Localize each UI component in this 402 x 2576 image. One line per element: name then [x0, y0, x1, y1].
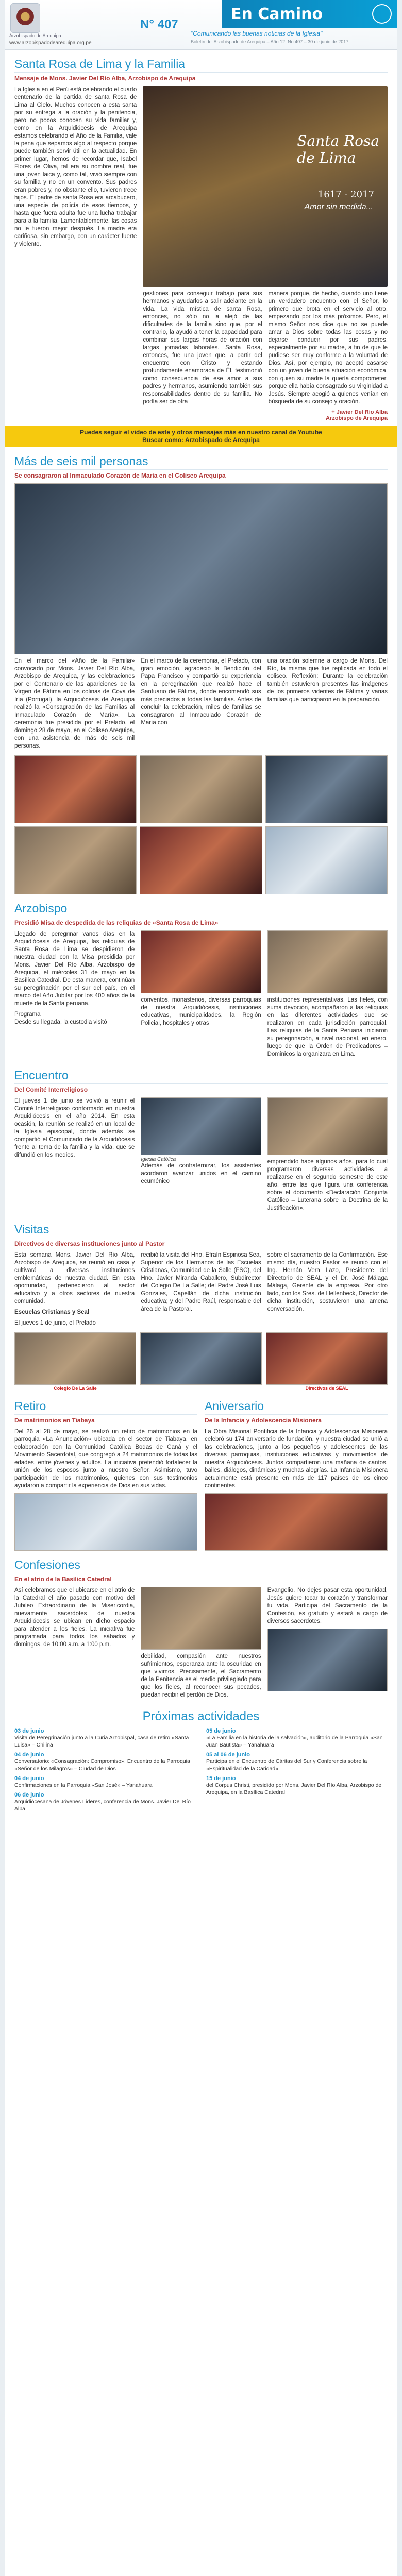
activity-date: 04 de junio — [14, 1752, 44, 1758]
activity-date: 05 de junio — [206, 1728, 236, 1734]
section-retiro-aniversario — [5, 1392, 397, 1551]
section-title: Aniversario — [205, 1399, 388, 1415]
aniversario-body: La Obra Misional Pontificia de la Infancia y Adolescencia Misionera celebró su 174 aniversario de fundación, y nuestra ciudad se unió a las celebraciones, junto a los pequeños y adolescentes de las diversas parroquias, instituciones educativas y movimientos de nuestra Arquidiócesis. Juntos compartieron una mañana de cantos, bailes, diálogos, dinámicas y muchas alegrías. La Infancia Misionera actualmente está presente en más de 117 países de los cinco continentes. — [205, 1429, 388, 1489]
section-title: Santa Rosa de Lima y la Familia — [14, 57, 388, 73]
issue-number: N° 407 — [140, 18, 178, 31]
event-photo — [140, 826, 262, 894]
activity-text: Conversatorio: «Consagración: Compromiso»: Encuentro de la Parroquia «Señor de los Milagros» – Ciudad de Dios — [14, 1758, 190, 1772]
coat-of-arms-icon — [10, 3, 40, 33]
hero-tag: Amor sin medida... — [304, 202, 373, 211]
activities-col-left — [14, 1728, 196, 1816]
article-col-1: La Iglesia en el Perú está celebrando el cuarto centenario de la partida de santa Rosa de Lima al Cielo. Muchos conocen a esta santa por su entrega a la oración y la penitencia, pero no pocos conocen su vida familiar y, como en la Arquidiócesis de Arequipa estamos celebrando el Año de la Familia, vale la pena que sepamos algo al respecto porque puede también servir útil en la actualidad. En primer lugar, hemos de recordar que, Isabel Flores de Oliva, tal era su nombre real, fue una joven laica y, como tal, vivió siempre con su familia y no en un convento. Sus padres eran pobres y, no obstante ello, tuvieron trece hijos. El padre de santa Rosa era arcabucero, una especie de policía de esos tiempos, y hasta que fuera adulta fue una lucha trabajar para a la familia. Lamentablemente, las cosas no le fueron mejor después. La madre era cariñosa, sin embargo, con un carácter fuerte y violento. — [14, 87, 137, 247]
visit-photo — [266, 1332, 388, 1385]
meeting-photo — [141, 1097, 261, 1155]
article-col-3: una oración solemne a cargo de Mons. Del Río, la misma que fue replicada en todo el coliseo. Reflexión: Durante la celebración también estuvieron presentes las imágenes de los primeros videntes de Fátima y varias familias que participaron en la preparación. — [267, 658, 388, 703]
santa-rosa-image — [143, 86, 388, 287]
article-col-2: debilidad, compasión ante nuestros sufrimientos, esperanza ante la oscuridad en que vivimos. Precisamente, el Sacramento de la Penitencia es el medio privilegiado para que los fieles, al reconocer sus pecados, puedan recibir el perdón de Dios. — [141, 1653, 261, 1698]
hero-years: 1617 - 2017 — [317, 189, 374, 200]
section-subtitle: Del Comité Interreligioso — [14, 1086, 88, 1093]
mass-photo — [141, 930, 261, 993]
aniversario-photo — [205, 1493, 388, 1551]
event-photo — [14, 826, 137, 894]
activities-list — [5, 1728, 397, 1816]
activity-date: 04 de junio — [14, 1775, 44, 1782]
section-subtitle: Se consagraron al Inmaculado Corazón de María en el Coliseo Arequipa — [14, 472, 226, 479]
section-subtitle: De matrimonios en Tiabaya — [14, 1417, 95, 1424]
confession-photo — [141, 1587, 261, 1650]
photo-caption: Iglesia Católica — [141, 1157, 176, 1162]
signature: + Javier Del Río Alba Arzobispo de Arequipa — [326, 409, 388, 421]
newsletter-page — [5, 0, 397, 2576]
activity-item — [14, 1775, 196, 1789]
subhead: Escuelas Cristianas y Seal — [14, 1309, 90, 1315]
section-title: Encuentro — [14, 1069, 388, 1084]
header — [5, 0, 397, 50]
article-col-1: Así celebramos que el ubicarse en el atrio de la Catedral el año pasado con motivo del Jubileo Extraordinario de la Misericordia, nuevamente sacerdotes de nuestra Arquidiócesis se ubican en dicho espacio para atender a los fieles. La iniciativa fue programada para todos los sábados y domingos, de 10:00 a.m. a 1:00 p.m. — [14, 1587, 135, 1648]
article-col-1: En el marco del «Año de la Familia» convocado por Mons. Javier Del Río Alba, Arzobispo de Arequipa, y las celebraciones por el Centenario de las apariciones de la Virgen de Fátima en los colinas de Cova de Iría (Portugal), la Arquidiócesis de Arequipa realizó la «Consagración de las Familias al Inmaculado Corazón de María». La ceremonia fue presidida por el Prelado, el domingo 28 de mayo, en el Coliseo Arequipa, con una asistencia de más de seis mil personas. — [14, 658, 135, 749]
article-col-3: manera porque, de hecho, cuando uno tiene un verdadero encuentro con el Señor, lo primero que brota en el servicio al otro, empezando por los más próximos. Pero, el mismo Señor nos dice que no se puede amar a Dios sobre todas las cosas y no dejarse conducir por sus padres, especialmente por su madre, a fin de que le pudiese ser muy conforme a la voluntad de Dios. Así, por ejemplo, no aceptó casarse con un joven de buena situación económica, con quien su madre la quería comprometer, porque ella había consagrado su virginidad a Jesús. Siempre acogió a quienes venían en búsqueda de su consejo y oración. — [268, 291, 388, 405]
mass-photo — [267, 930, 388, 993]
section-subtitle: Presidió Misa de despedida de las reliquias de «Santa Rosa de Lima» — [14, 919, 219, 926]
article-col-2: recibió la visita del Hno. Efraín Espinosa Sea, Superior de los Hermanos de las Escuelas Cristianas, Comunidad de la Salle (FSC), del Hno. Javier Miranda Caballero, Subdirector del Colegio De La Salle; del Padre José Luis Gonzales, Capellán de dicha institución educativa; y del Padre Raúl, responsable del área de la Pastoral. — [141, 1252, 261, 1312]
activity-item — [14, 1728, 196, 1749]
section-arzobispo — [5, 902, 397, 1061]
event-photo — [265, 826, 388, 894]
activity-text: Confirmaciones en la Parroquia «San José» – Yanahuara — [14, 1782, 153, 1788]
article-col-1b: El jueves 1 de junio, el Prelado — [14, 1320, 96, 1326]
section-subtitle: Mensaje de Mons. Javier Del Río Alba, Arzobispo de Arequipa — [14, 75, 196, 82]
activities-title: Próximas actividades — [142, 1709, 260, 1723]
article-col-3: Evangelio. No dejes pasar esta oportunidad, Jesús quiere tocar tu corazón y transformar tu vida. Participa del Sacramento de la Confesión, es gratuito y estará a cargo de diversos sacerdotes. — [267, 1587, 388, 1624]
section-subtitle: Directivos de diversas instituciones junto al Pastor — [14, 1240, 165, 1247]
section-title: Arzobispo — [14, 902, 388, 917]
article-col-2: Además de confraternizar, los asistentes acordaron avanzar unidos en el camino ecuménico — [141, 1163, 261, 1184]
activity-text: del Corpus Christi, presidido por Mons. Javier Del Río Alba, Arzobispo de Arequipa, en la Basílica Catedral — [206, 1782, 382, 1795]
activity-item — [206, 1775, 388, 1796]
event-photo — [140, 755, 262, 823]
activity-date: 06 de junio — [14, 1792, 44, 1798]
section-subtitle: En el atrio de la Basílica Catedral — [14, 1575, 112, 1583]
photo-label: Colegio De La Salle — [14, 1385, 136, 1392]
activity-text: Participa en el Encuentro de Cáritas del Sur y Conferencia sobre la «Espiritualidad de la Caridad» — [206, 1758, 367, 1772]
visit-photo — [140, 1332, 262, 1385]
article-col-1: Llegado de peregrinar varios días en la Arquidiócesis de Arequipa, las reliquias de Santa Rosa de Lima se despidieron de nuestra ciudad con la Misa presidida por Mons. Javier Del Río Alba, Arzobispo de Arequipa, el miércoles 31 de mayo en la Basílica Catedral. De esta manera, continúan su peregrinación por el sur del país, en el marco del Año Jubilar por los 400 años de la muerte de la Santa peruana. — [14, 931, 135, 1007]
activity-date: 15 de junio — [206, 1775, 236, 1782]
crest-caption: Arzobispado de Arequipa — [9, 33, 61, 38]
article-col-1b: Programa Desde su llegada, la custodia visitó — [14, 1011, 107, 1025]
meeting-photo — [267, 1097, 388, 1155]
retiro-photo — [14, 1493, 197, 1551]
coliseo-photo — [14, 483, 388, 654]
section-encuentro — [5, 1069, 397, 1215]
hero-caption: Santa Rosa de Lima — [297, 132, 379, 166]
activity-date: 03 de junio — [14, 1728, 44, 1734]
activity-date: 05 al 06 de junio — [206, 1752, 250, 1758]
section-title: Retiro — [14, 1399, 197, 1415]
brand-banner — [222, 0, 397, 28]
activity-item — [206, 1728, 388, 1749]
article-col-3: sobre el sacramento de la Confirmación. Ese mismo día, nuestro Pastor se reunió con el Ing. Hernán Vera Lazo, Presidente del Directorio de SEAL y el Dr. José Málaga Málaga, Gerente de la empresa. Por otro lado, con los Sres. de Hellenbeck, Director de dicha institución, sostuvieron una amena conversación. — [267, 1252, 388, 1312]
section-title: Visitas — [14, 1223, 388, 1238]
activities-col-right — [206, 1728, 388, 1816]
site-url-link[interactable]: www.arzobispadodearequipa.org.pe — [9, 40, 92, 46]
bulletin-line: Boletín del Arzobispado de Arequipa – Año 12, No 407 – 30 de junio de 2017 — [191, 39, 349, 44]
article-col-2: conventos, monasterios, diversas parroquias de nuestra Arquidiócesis, instituciones educativas, municipalidades, la Región Policial, hospitales y otras — [141, 997, 261, 1026]
visit-photo — [14, 1332, 136, 1385]
section-title: Confesiones — [14, 1558, 388, 1573]
article-col-2: gestiones para conseguir trabajo para sus hermanos y ayudarlos a salir adelante en la vida. La vida mística de santa Rosa, entonces, no sólo no la alejó de las dificultades de la familia sino que, por el contrario, la ayudó a tener la capacidad para combinar sus largas horas de oración con largas jornadas laborales. Santa Rosa, entonces, fue una joven que, a partir del encuentro con Cristo y estando profundamente enamorada de Él, testimonió como consecuencia de ese amor a sus padres y hermanos, asumiendo también sus responsabilidades dentro de su familia. No podía ser de otra — [143, 291, 262, 405]
activity-text: «La Familia en la historia de la salvación», auditorio de la Parroquia «San Juan Bautista» – Yanahuara — [206, 1735, 383, 1748]
article-col-3: instituciones representativas. Las fieles, con suma devoción, acompañaron a las reliquias en las diferentes actividades que se realizaron en cada jurisdicción parroquial. Las reliquias de la Santa Peruana iniciaron su peregrinación, a nivel nacional, en enero, luego de que la Orden de Predicadores – Dominicos la organizara en Lima. — [267, 997, 388, 1057]
section-subtitle: De la Infancia y Adolescencia Misionera — [205, 1417, 322, 1424]
article-col-2: En el marco de la ceremonia, el Prelado, con gran emoción, agradeció la Bendición del Papa Francisco y compartió su experiencia en la peregrinación que realizó hace el Santuario de Fátima, donde encomendó sus más preciados a todas las familias. Antes de concluir la celebración, miles de familias se consagraron al Inmaculado Corazón de María con — [141, 658, 261, 726]
section-visitas — [5, 1223, 397, 1392]
confession-photo — [267, 1629, 388, 1691]
section-confesiones — [5, 1558, 397, 1702]
section-title: Más de seis mil personas — [14, 454, 388, 470]
activity-item — [14, 1792, 196, 1812]
event-photo — [265, 755, 388, 823]
photo-label: Directivos de SEAL — [266, 1385, 388, 1392]
event-photo — [14, 755, 137, 823]
retiro-body: Del 26 al 28 de mayo, se realizó un retiro de matrimonios en la parroquia «La Anunciación» ubicada en el sector de Tiabaya, en colaboración con la Comunidad Católica Bodas de Caná y el Movimiento Sacerdotal, que congregó a 24 matrimonios de todas las edades, entre jóvenes y adultos. La iniciativa pretendió fortalecer la unión de los esposos junto a nuestro Señor. Asimismo, tuvo participación de los matrimonios, quienes con sus testimonios ayudaron a compartir la experiencia de Dios en sus vidas. — [14, 1429, 197, 1489]
article-col-1: El jueves 1 de junio se volvió a reunir el Comité Interreligioso conformado en nuestra Arquidiócesis en el año 2014. En esta ocasión, la reunión se realizó en un local de la Iglesia episcopal, donde además se compartió el Comunicado de la Arquidiócesis frente al tema de la familia y la vida, que se difundió en los medios. — [14, 1098, 135, 1158]
activity-text: Visita de Peregrinación junto a la Curia Arzobispal, casa de retiro «Santa Luisa» – Chilina — [14, 1735, 189, 1748]
logo-icon — [372, 4, 392, 24]
section-personas — [5, 454, 397, 894]
youtube-banner[interactable]: Puedes seguir el video de este y otros mensajes más en nuestro canal de Youtube Buscar como: Arzobispado de Arequipa — [5, 426, 397, 447]
section-santa-rosa — [5, 57, 397, 447]
brand-title: En Camino — [231, 5, 323, 23]
activity-item — [14, 1752, 196, 1772]
activity-item — [206, 1752, 388, 1772]
tagline: "Comunicando las buenas noticias de la Iglesia" — [191, 30, 323, 37]
article-col-1: Esta semana Mons. Javier Del Río Alba, Arzobispo de Arequipa, se reunió en casa y cultivará a diversas instituciones emblemáticas de nuestra ciudad. En esta oportunidad, pertenecieron al sector educativo y a otros sectores de nuestra comunidad. — [14, 1252, 135, 1304]
article-col-3: emprendido hace algunos años, para lo cual programaron diversas actividades a realizarse en el segundo semestre de este año, entre las que figura una conferencia sobre el documento «Declaración Conjunta Católico – Luterana sobre la Doctrina de la Justificación». — [267, 1159, 388, 1211]
activity-text: Arquidiócesana de Jóvenes Líderes, conferencia de Mons. Javier Del Río Alba — [14, 1799, 191, 1812]
